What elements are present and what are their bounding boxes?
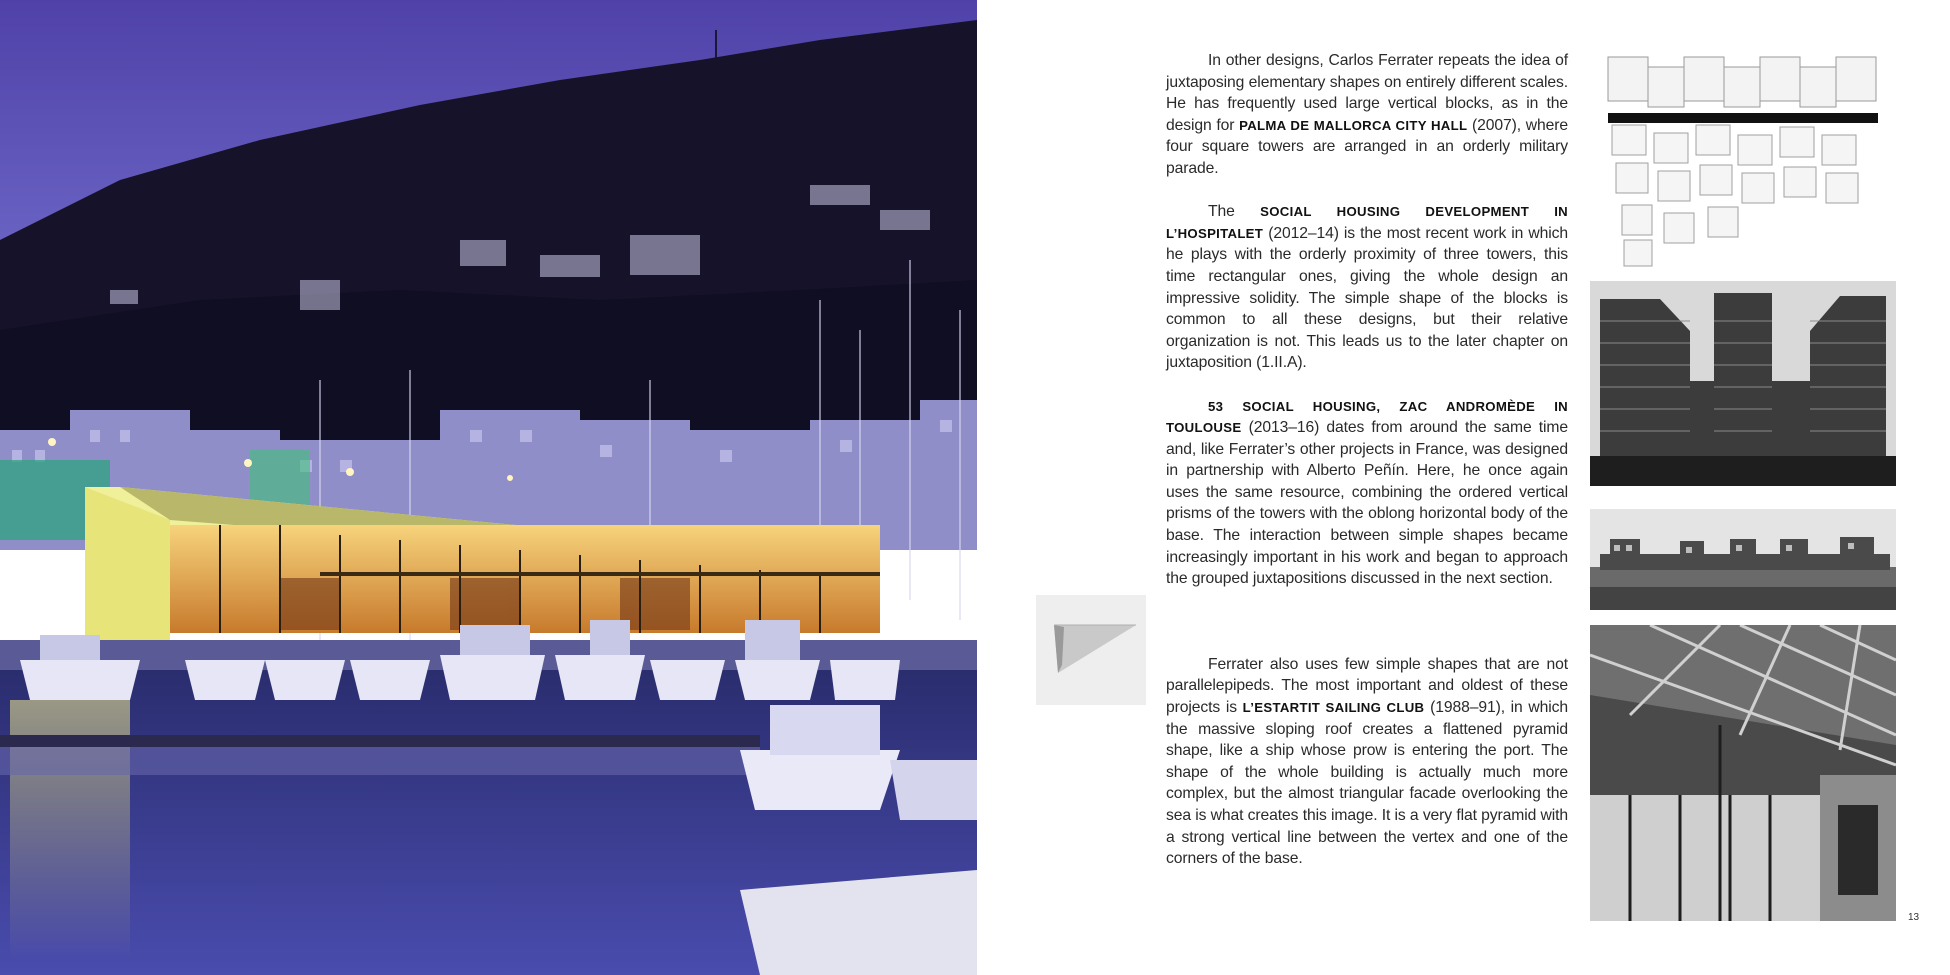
hospitalet-towers-image	[1590, 281, 1896, 486]
paragraph-1: In other designs, Carlos Ferrater repeats the idea of juxtaposing elementary shapes on entirely different scales. He has frequently used large vertical blocks, as in the design for PALMA DE MALLORCA CITY HALL (2007), where four square towers are arranged in an orderly military parade.	[1166, 52, 1568, 177]
project-name-social-housing-hospitalet: SOCIAL HOUSING DEVELOPMENT IN L’HOSPITALET	[1166, 204, 1569, 241]
paragraph-4: Ferrater also uses few simple shapes that are not parallelepipeds. The most important and oldest of these projects is L’ESTARTIT SAILING CLUB (1988–91), in which the massive sloping roof creates a flattened pyramid shape, like a ship whose prow is entering the port. The shape of the whole building is actually much more complex, but the almost triangular facade overlooking the sea is what creates this image. It is a very flat pyramid with a strong vertical line between the vertex and one of the corners of the base.	[1166, 655, 1568, 868]
paragraph-2: The SOCIAL HOUSING DEVELOPMENT IN L’HOSPITALET (2012–14) is the most recent work in which he plays with the orderly proximity of three towers, this time rectangular ones, giving the whole design an impressive solidity. The simple shape of the blocks is common to all these designs, but their relative organization is not. This leads us to the later chapter on juxtaposition (1.II.A).	[1166, 203, 1569, 372]
zac-andromede-panorama-image	[1590, 509, 1896, 610]
body-text-column	[1166, 50, 1568, 870]
sailing-club-interior-image	[1590, 625, 1896, 921]
paragraph-3: 53 SOCIAL HOUSING, ZAC ANDROMÈDE IN TOULOUSE (2013–16) dates from around the same time and, like Ferrater’s other projects in France, was designed in partnership with Alberto Peñín. Here, he once again uses the same resource, combining the ordered vertical prisms of the towers with the oblong horizontal body of the base. The interaction between simple shapes became increasingly important in his work and began to approach the grouped juxtapositions discussed in the next section.	[1166, 398, 1568, 588]
roof-shape-diagram	[1036, 595, 1146, 705]
page-number: 13	[1908, 912, 1920, 923]
palma-city-hall-model-image	[1604, 55, 1886, 270]
project-name-zac-andromede: 53 SOCIAL HOUSING, ZAC ANDROMÈDE IN TOULOUSE	[1166, 398, 1568, 436]
project-name-palma-city-hall: PALMA DE MALLORCA CITY HALL	[1239, 117, 1468, 133]
project-name-estartit-sailing-club: L’ESTARTIT SAILING CLUB	[1242, 700, 1425, 716]
